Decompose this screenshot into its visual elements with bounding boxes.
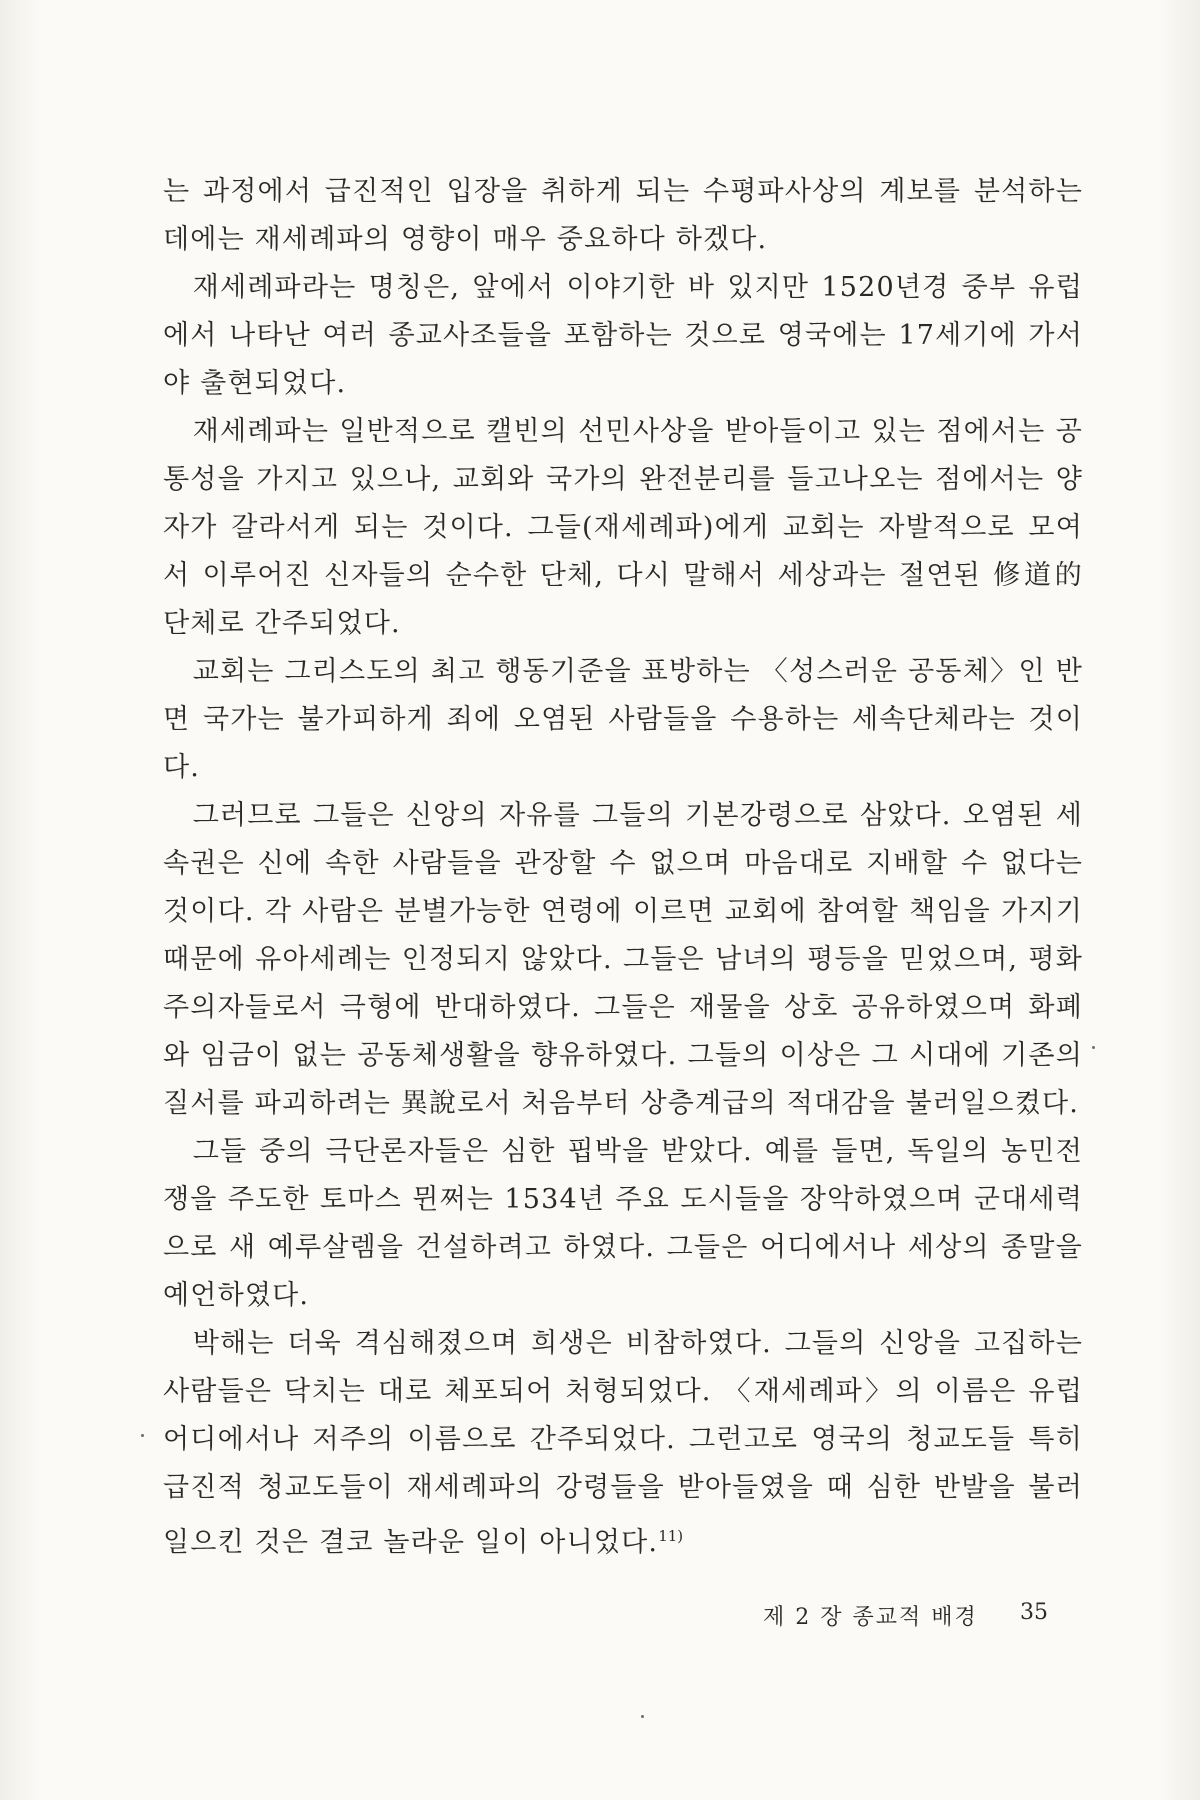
scan-speck (1092, 1046, 1095, 1049)
body-text (163, 168, 1083, 1567)
scan-speck (641, 1715, 644, 1718)
scan-speck (141, 1434, 144, 1437)
page-number: 35 (1020, 1600, 1048, 1625)
footnote-reference: 11) (658, 1527, 684, 1545)
paragraph: 교회는 그리스도의 최고 행동기준을 표방하는 〈성스러운 공동체〉인 반면 국가는 불가피하게 죄에 오염된 사람들을 수용하는 세속단체라는 것이다. (163, 656, 1083, 783)
chapter-title: 제 2 장 종교적 배경 (763, 1605, 978, 1630)
paragraph-text: 박해는 더욱 격심해졌으며 희생은 비참하였다. 그들의 신앙을 고집하는 사람들은 닥치는 대로 체포되어 처형되었다. 〈재세례파〉의 이름은 유럽 어디에서나 저주의 이름으로 간주되었다. 그런고로 영국의 청교도들 특히 급진적 청교도들이 재세례파의 강령들을 받아들였을 때 심한 반발을 불러일으킨 것은 결코 놀라운 일이 아니었다. (163, 1328, 1083, 1558)
paragraph: 는 과정에서 급진적인 입장을 취하게 되는 수평파사상의 계보를 분석하는 데에는 재세례파의 영향이 매우 중요하다 하겠다. (163, 176, 1083, 255)
paragraph: 그러므로 그들은 신앙의 자유를 그들의 기본강령으로 삼았다. 오염된 세속권은 신에 속한 사람들을 관장할 수 없으며 마음대로 지배할 수 없다는 것이다. 각 사람은 분별가능한 연령에 이르면 교회에 참여할 책임을 가지기 때문에 유아세례는 인정되지 않았다. 그들은 남녀의 평등을 믿었으며, 평화주의자들로서 극형에 반대하였다. 그들은 재물을 상호 공유하였으며 화폐와 임금이 없는 공동체생활을 향유하였다. 그들의 이상은 그 시대에 기존의 질서를 파괴하려는 異說로서 처음부터 상층계급의 적대감을 불러일으켰다. (163, 800, 1083, 1119)
paragraph: 재세례파는 일반적으로 캘빈의 선민사상을 받아들이고 있는 점에서는 공통성을 가지고 있으나, 교회와 국가의 완전분리를 들고나오는 점에서는 양자가 갈라서게 되는 것이다. 그들(재세례파)에게 교회는 자발적으로 모여서 이루어진 신자들의 순수한 단체, 다시 말해서 세상과는 절연된 修道的 단체로 간주되었다. (163, 416, 1083, 639)
paragraph: 재세례파라는 명칭은, 앞에서 이야기한 바 있지만 1520년경 중부 유럽에서 나타난 여러 종교사조들을 포함하는 것으로 영국에는 17세기에 가서야 출현되었다. (163, 272, 1083, 399)
running-footer (0, 1600, 1200, 1640)
paragraph (163, 1320, 1083, 1567)
paragraph: 그들 중의 극단론자들은 심한 핍박을 받았다. 예를 들면, 독일의 농민전쟁을 주도한 토마스 뮌쩌는 1534년 주요 도시들을 장악하였으며 군대세력으로 새 예루살렘을 건설하려고 하였다. 그들은 어디에서나 세상의 종말을 예언하였다. (163, 1136, 1083, 1311)
